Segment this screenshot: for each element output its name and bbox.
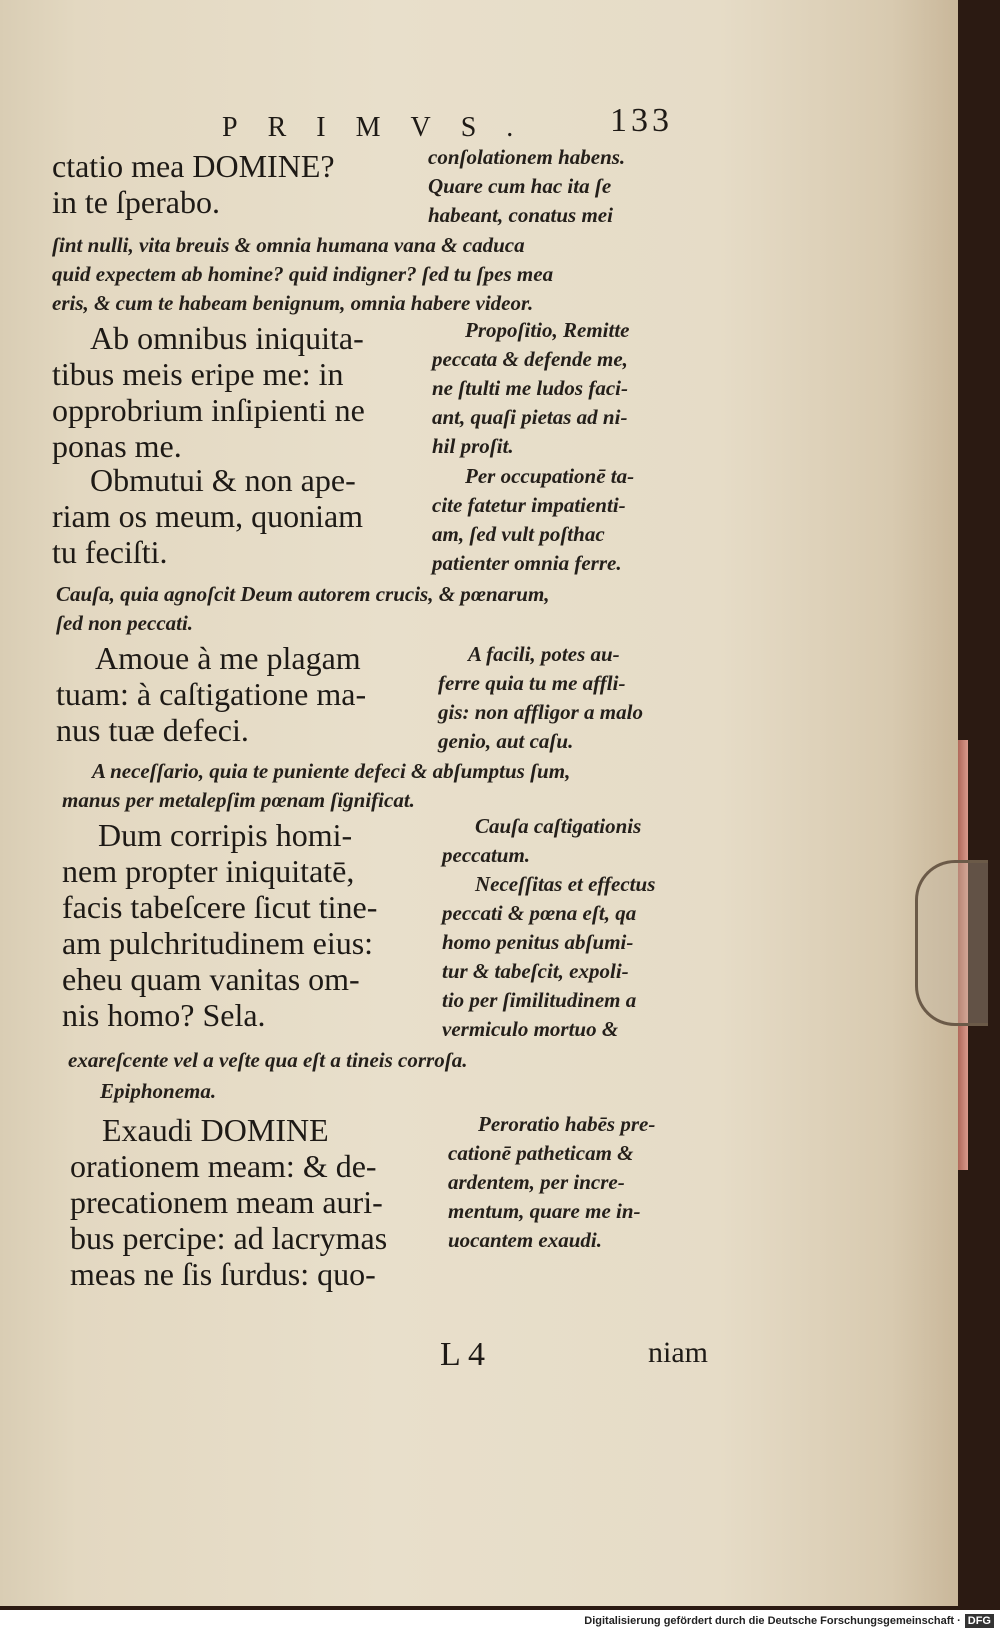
gloss-line: tio per ſimilitudinem a <box>442 988 637 1012</box>
gloss-line: uocantem exaudi. <box>448 1228 603 1252</box>
running-title: PRIMVS. <box>222 112 544 143</box>
commentary-line: Epiphonema. <box>100 1079 217 1103</box>
verse-line: meas ne ſis ſurdus: quo- <box>70 1256 376 1292</box>
verse-line: tu feciſti. <box>52 534 168 570</box>
gloss-line: Cauſa caſtigationis <box>475 814 642 838</box>
verse-line: ponas me. <box>52 428 182 464</box>
commentary-line: exareſcente vel a veſte qua eſt a tineis corroſa. <box>68 1048 468 1072</box>
commentary-line: ſed non peccati. <box>56 611 194 635</box>
gloss-line: gis: non affligor a malo <box>438 700 643 724</box>
gloss-line: am, ſed vult poſthac <box>432 522 605 546</box>
verse-line: in te ſperabo. <box>52 184 220 220</box>
verse-line: opprobrium inſipienti ne <box>52 392 365 428</box>
commentary-line: eris, & cum te habeam benignum, omnia habere videor. <box>52 291 534 315</box>
verse-line: riam os meum, quoniam <box>52 498 364 534</box>
commentary-line: manus per metalepſim pœnam ſignificat. <box>62 788 415 812</box>
gloss-line: cite fatetur impatienti- <box>432 493 626 517</box>
page-number: 133 <box>610 102 673 139</box>
commentary-line: quid expectem ab homine? quid indigner? ſed tu ſpes mea <box>52 262 554 286</box>
gloss-line: ant, quaſi pietas ad ni- <box>432 405 628 429</box>
gloss-line: ardentem, per incre- <box>448 1170 625 1194</box>
verse-line: nus tuæ defeci. <box>56 712 249 748</box>
catchword: niam <box>648 1336 708 1369</box>
verse-line: nis homo? Sela. <box>62 997 266 1033</box>
commentary-line: Cauſa, quia agnoſcit Deum autorem crucis, & pœnarum, <box>56 582 550 606</box>
verse-line: Obmutui & non ape- <box>90 462 356 498</box>
verse-line: Amoue à me plagam <box>95 640 361 676</box>
verse-line: ctatio mea DOMINE? <box>52 148 335 184</box>
dfg-logo: DFG <box>965 1614 994 1628</box>
gloss-line: conſolationem habens. <box>428 145 626 169</box>
verse-line: Ab omnibus iniquita- <box>90 320 364 356</box>
verse-line: bus percipe: ad lacrymas <box>70 1220 388 1256</box>
digitization-footer <box>0 1612 1000 1631</box>
gloss-line: ferre quia tu me affli- <box>438 671 626 695</box>
gloss-line: genio, aut caſu. <box>438 729 574 753</box>
gloss-line: Peroratio habēs pre- <box>478 1112 656 1136</box>
gloss-line: Per occupationē ta- <box>465 464 635 488</box>
verse-line: tibus meis eripe me: in <box>52 356 344 392</box>
gloss-line: peccatum. <box>442 843 531 867</box>
verse-line: nem propter iniquitatē, <box>62 853 355 889</box>
book-clasp <box>915 860 988 1026</box>
verse-line: am pulchritudinem eius: <box>62 925 374 961</box>
gloss-line: tur & tabeſcit, expoli- <box>442 959 629 983</box>
gloss-line: habeant, conatus mei <box>428 203 613 227</box>
gloss-line: patienter omnia ferre. <box>432 551 622 575</box>
gloss-line: hil proſit. <box>432 434 514 458</box>
gloss-line: cationē patheticam & <box>448 1141 634 1165</box>
gloss-line: Neceſſitas et effectus <box>475 872 656 896</box>
gloss-line: mentum, quare me in- <box>448 1199 641 1223</box>
verse-line: orationem meam: & de- <box>70 1148 377 1184</box>
footer-credit: Digitalisierung gefördert durch die Deutsche Forschungsgemeinschaft · <box>584 1615 961 1627</box>
gloss-line: vermiculo mortuo & <box>442 1017 619 1041</box>
verse-line: Exaudi DOMINE <box>102 1112 329 1148</box>
commentary-line: A neceſſario, quia te puniente defeci & abſumptus ſum, <box>92 759 571 783</box>
verse-line: tuam: à caſtigatione ma- <box>56 676 367 712</box>
gloss-line: A facili, potes au- <box>468 642 620 666</box>
gloss-line: ne ſtulti me ludos faci- <box>432 376 628 400</box>
gloss-line: peccati & pœna eſt, qa <box>442 901 637 925</box>
commentary-line: ſint nulli, vita breuis & omnia humana vana & caduca <box>52 233 525 257</box>
verse-line: facis tabeſcere ſicut tine- <box>62 889 378 925</box>
gloss-line: homo penitus abſumi- <box>442 930 634 954</box>
gloss-line: peccata & defende me, <box>432 347 628 371</box>
verse-line: precationem meam auri- <box>70 1184 383 1220</box>
verse-line: eheu quam vanitas om- <box>62 961 360 997</box>
gloss-line: Propoſitio, Remitte <box>465 318 630 342</box>
signature-mark: L 4 <box>440 1336 486 1373</box>
gloss-line: Quare cum hac ita ſe <box>428 174 612 198</box>
verse-line: Dum corripis homi- <box>98 817 353 853</box>
